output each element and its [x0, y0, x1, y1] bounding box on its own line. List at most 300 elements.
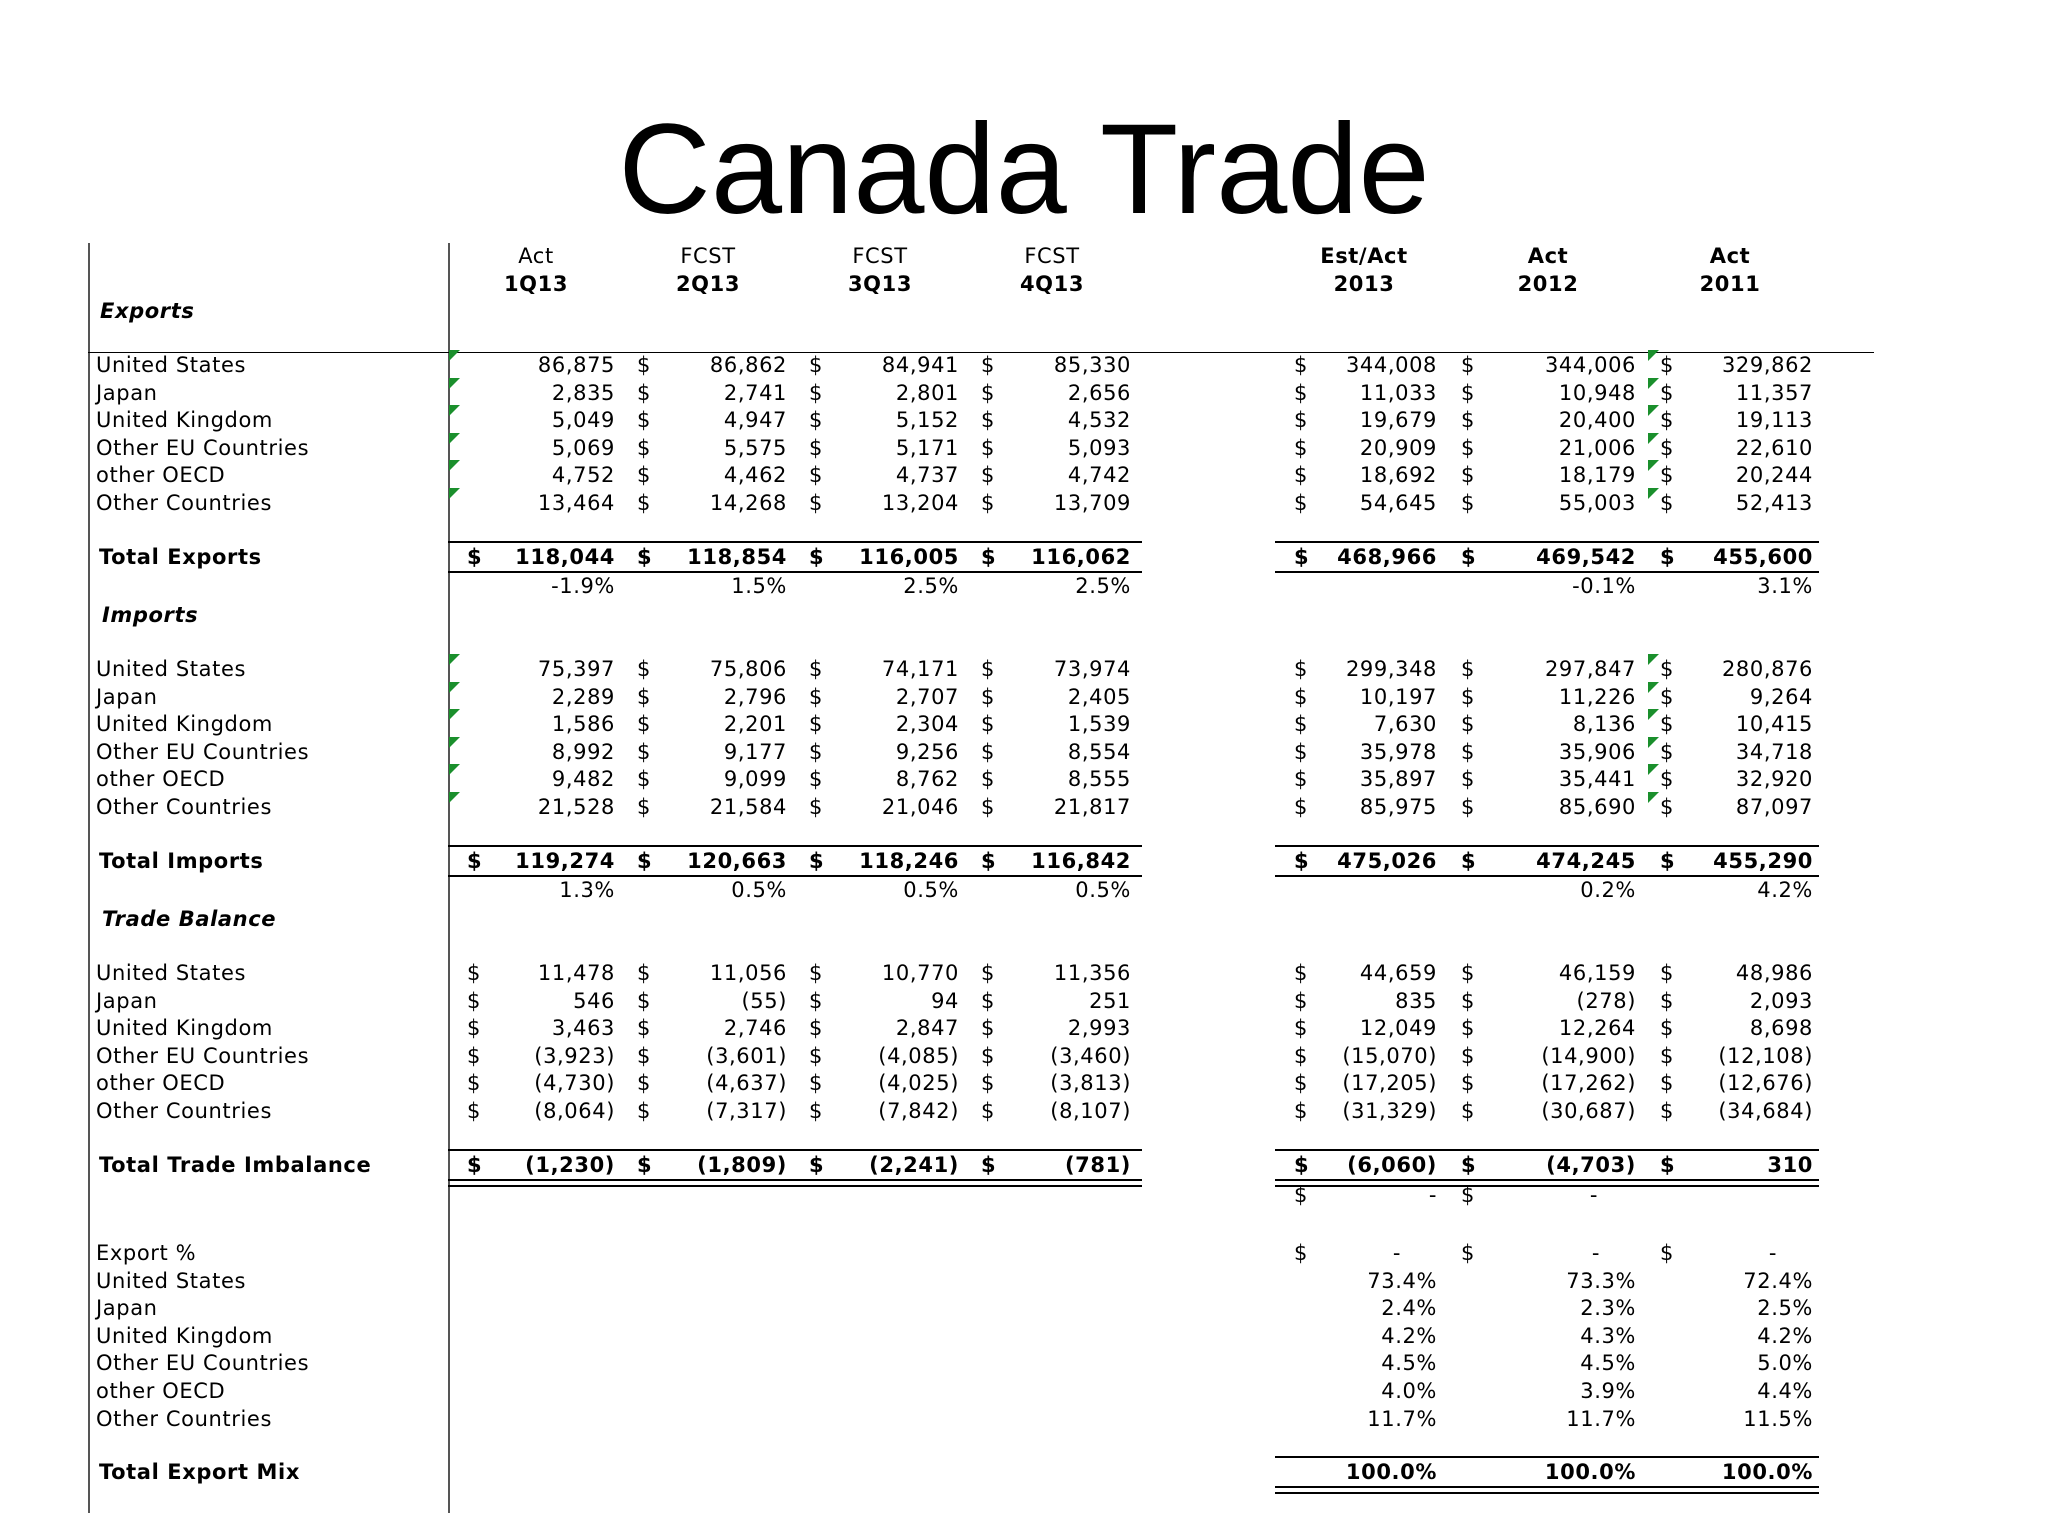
currency-symbol: $: [1294, 657, 1308, 681]
cell-value: 3,463: [551, 1016, 615, 1041]
column-header-period: 2012: [1517, 272, 1579, 296]
currency-symbol: $: [637, 408, 651, 433]
cell-value: 5,152: [895, 408, 959, 433]
column-header-top: Est/Act: [1320, 244, 1408, 268]
currency-symbol: $: [467, 961, 481, 985]
column-header-period: 2013: [1333, 272, 1395, 296]
currency-symbol: $: [1294, 1152, 1310, 1177]
column-header-top: FCST: [1024, 244, 1080, 268]
row-label: Other Countries: [96, 1406, 272, 1431]
cell-value: 86,875: [537, 353, 615, 377]
share-value: 2.3%: [1580, 1296, 1636, 1321]
currency-symbol: $: [637, 1016, 651, 1041]
cell-value: 251: [1089, 988, 1131, 1013]
currency-symbol: $: [1660, 1099, 1674, 1123]
cell-value: 4,742: [1067, 463, 1131, 488]
currency-symbol: $: [1461, 657, 1475, 681]
total-value: 469,542: [1536, 544, 1636, 569]
currency-symbol: $: [981, 988, 995, 1013]
currency-symbol: $: [809, 408, 823, 433]
cell-value: (12,676): [1718, 1071, 1813, 1096]
currency-symbol: $: [981, 739, 995, 764]
currency-symbol: $: [467, 1152, 483, 1177]
cell-value: -: [1768, 1241, 1777, 1265]
cell-value: (4,085): [878, 1043, 959, 1068]
currency-symbol: $: [467, 1016, 481, 1041]
currency-symbol: $: [981, 961, 995, 985]
cell-comment-marker: [449, 378, 460, 389]
cell-value: 280,876: [1721, 657, 1813, 681]
cell-value: 13,464: [537, 491, 615, 515]
currency-symbol: $: [637, 1071, 651, 1096]
share-value: 11.7%: [1566, 1406, 1636, 1431]
cell-comment-marker: [449, 792, 460, 803]
column-header-period: 3Q13: [847, 272, 913, 296]
cell-comment-marker: [449, 654, 460, 665]
currency-symbol: $: [1461, 1152, 1477, 1177]
cell-value: 8,992: [551, 739, 615, 764]
rule-line: [448, 1179, 1142, 1181]
cell-value: (3,601): [706, 1043, 787, 1068]
currency-symbol: $: [809, 435, 823, 460]
cell-value: 21,046: [881, 795, 959, 819]
cell-value: 8,554: [1067, 739, 1131, 764]
currency-symbol: $: [981, 544, 997, 569]
share-value: 4.5%: [1381, 1351, 1437, 1376]
currency-symbol: $: [1461, 463, 1475, 488]
cell-value: 75,397: [537, 657, 615, 681]
currency-symbol: $: [981, 380, 995, 405]
currency-symbol: $: [1294, 1182, 1308, 1207]
currency-symbol: $: [1660, 1152, 1676, 1177]
currency-symbol: $: [1461, 1043, 1475, 1068]
row-label: United Kingdom: [96, 1016, 273, 1041]
cell-value: 8,762: [895, 767, 959, 792]
currency-symbol: $: [637, 684, 651, 709]
currency-symbol: $: [1660, 1241, 1674, 1265]
currency-symbol: $: [637, 657, 651, 681]
rule-line: [448, 1185, 1142, 1187]
currency-symbol: $: [1660, 739, 1674, 764]
cell-value: 299,348: [1345, 657, 1437, 681]
currency-symbol: $: [1294, 848, 1310, 873]
currency-symbol: $: [1660, 1071, 1674, 1096]
total-value: (1,809): [697, 1152, 787, 1177]
cell-value: 10,197: [1359, 684, 1437, 709]
rule-line: [1275, 1149, 1819, 1151]
cell-value: (8,107): [1050, 1099, 1131, 1123]
rule-line: [1275, 541, 1819, 543]
cell-value: 85,330: [1053, 353, 1131, 377]
total-value: (4,703): [1546, 1152, 1636, 1177]
currency-symbol: $: [1660, 961, 1674, 985]
cell-value: 18,179: [1558, 463, 1636, 488]
cell-value: 11,478: [537, 961, 615, 985]
currency-symbol: $: [637, 435, 651, 460]
rule-line: [1275, 845, 1819, 847]
currency-symbol: $: [1294, 408, 1308, 433]
growth-rate: 3.1%: [1757, 573, 1813, 598]
currency-symbol: $: [1660, 657, 1674, 681]
rule-line: [448, 541, 1142, 543]
total-value: 100.0%: [1345, 1460, 1437, 1485]
total-value: 455,600: [1713, 544, 1813, 569]
currency-symbol: $: [1660, 1043, 1674, 1068]
growth-rate: 1.3%: [559, 877, 615, 902]
cell-value: 48,986: [1735, 961, 1813, 985]
currency-symbol: $: [1660, 491, 1674, 515]
currency-symbol: $: [981, 657, 995, 681]
share-value: 11.7%: [1367, 1406, 1437, 1431]
currency-symbol: $: [1294, 961, 1308, 985]
cell-value: (4,730): [534, 1071, 615, 1096]
currency-symbol: $: [1294, 544, 1310, 569]
cell-value: (14,900): [1541, 1043, 1636, 1068]
rule-line: [1275, 1456, 1819, 1458]
cell-value: 344,006: [1544, 353, 1636, 377]
currency-symbol: $: [1461, 353, 1475, 377]
column-divider: [88, 243, 90, 1513]
currency-symbol: $: [637, 1043, 651, 1068]
currency-symbol: $: [637, 739, 651, 764]
cell-value: (7,842): [878, 1099, 959, 1123]
column-header-top: FCST: [680, 244, 736, 268]
cell-value: 5,049: [551, 408, 615, 433]
currency-symbol: $: [1461, 739, 1475, 764]
section-title: Trade Balance: [102, 907, 277, 931]
cell-comment-marker: [449, 350, 460, 361]
total-value: 100.0%: [1721, 1460, 1813, 1485]
column-header-period: 4Q13: [1019, 272, 1085, 296]
cell-value: 546: [573, 988, 615, 1013]
currency-symbol: $: [1294, 1016, 1308, 1041]
rule-line: [1275, 1492, 1819, 1494]
currency-symbol: $: [1461, 1241, 1475, 1265]
cell-value: 2,201: [723, 712, 787, 737]
cell-comment-marker: [449, 709, 460, 720]
currency-symbol: $: [981, 1043, 995, 1068]
total-label: Total Export Mix: [99, 1460, 300, 1485]
currency-symbol: $: [981, 435, 995, 460]
currency-symbol: $: [1461, 1182, 1475, 1207]
total-value: 100.0%: [1544, 1460, 1636, 1485]
total-value: 118,044: [515, 544, 615, 569]
currency-symbol: $: [1660, 848, 1676, 873]
currency-symbol: $: [809, 988, 823, 1013]
cell-value: 9,099: [723, 767, 787, 792]
currency-symbol: $: [1461, 1099, 1475, 1123]
currency-symbol: $: [637, 491, 651, 515]
total-value: 116,842: [1031, 848, 1131, 873]
currency-symbol: $: [467, 848, 483, 873]
row-label: Other EU Countries: [96, 1043, 310, 1068]
cell-value: (7,317): [706, 1099, 787, 1123]
total-value: 468,966: [1337, 544, 1437, 569]
total-value: (781): [1064, 1152, 1131, 1177]
cell-value: 2,741: [723, 380, 787, 405]
cell-value: (17,262): [1541, 1071, 1636, 1096]
currency-symbol: $: [809, 1016, 823, 1041]
currency-symbol: $: [981, 712, 995, 737]
cell-comment-marker: [1648, 378, 1659, 389]
row-label: United States: [96, 657, 247, 681]
currency-symbol: $: [981, 1152, 997, 1177]
total-value: 474,245: [1536, 848, 1636, 873]
currency-symbol: $: [981, 353, 995, 377]
cell-value: 85,975: [1359, 795, 1437, 819]
dash-value: -: [1428, 1182, 1437, 1207]
currency-symbol: $: [1294, 463, 1308, 488]
growth-rate: 1.5%: [731, 573, 787, 598]
cell-value: 85,690: [1558, 795, 1636, 819]
cell-value: 2,289: [551, 684, 615, 709]
cell-value: 74,171: [881, 657, 959, 681]
row-label: United States: [96, 353, 247, 377]
rule-line: [1275, 1486, 1819, 1488]
rule-line: [448, 845, 1142, 847]
cell-value: (15,070): [1342, 1043, 1437, 1068]
cell-value: 2,796: [723, 684, 787, 709]
currency-symbol: $: [1660, 795, 1674, 819]
currency-symbol: $: [637, 353, 651, 377]
cell-value: (3,923): [534, 1043, 615, 1068]
growth-rate: 4.2%: [1757, 877, 1813, 902]
cell-value: 4,532: [1067, 408, 1131, 433]
cell-value: 835: [1395, 988, 1437, 1013]
share-value: 11.5%: [1743, 1406, 1813, 1431]
cell-value: 11,356: [1053, 961, 1131, 985]
cell-value: (4,025): [878, 1071, 959, 1096]
currency-symbol: $: [809, 657, 823, 681]
cell-value: (55): [741, 988, 787, 1013]
currency-symbol: $: [1461, 435, 1475, 460]
currency-symbol: $: [1461, 848, 1477, 873]
currency-symbol: $: [981, 1071, 995, 1096]
share-value: 72.4%: [1743, 1268, 1813, 1293]
total-label: Total Exports: [99, 544, 262, 569]
cell-comment-marker: [1648, 350, 1659, 361]
currency-symbol: $: [809, 795, 823, 819]
currency-symbol: $: [1294, 988, 1308, 1013]
currency-symbol: $: [1461, 380, 1475, 405]
growth-rate: -1.9%: [551, 573, 615, 598]
growth-rate: 0.2%: [1580, 877, 1636, 902]
currency-symbol: $: [1294, 1071, 1308, 1096]
currency-symbol: $: [809, 739, 823, 764]
share-value: 4.3%: [1580, 1323, 1636, 1348]
row-label: Other EU Countries: [96, 435, 310, 460]
column-header-top: Act: [518, 244, 554, 268]
cell-value: 52,413: [1735, 491, 1813, 515]
row-label: Other EU Countries: [96, 1351, 310, 1376]
page-title: Canada Trade: [618, 98, 1430, 241]
currency-symbol: $: [809, 1152, 825, 1177]
currency-symbol: $: [1294, 1241, 1308, 1265]
cell-value: (17,205): [1342, 1071, 1437, 1096]
cell-value: 11,357: [1735, 380, 1813, 405]
cell-value: 5,171: [895, 435, 959, 460]
currency-symbol: $: [1294, 491, 1308, 515]
currency-symbol: $: [1461, 712, 1475, 737]
total-value: (6,060): [1347, 1152, 1437, 1177]
cell-value: 2,847: [895, 1016, 959, 1041]
column-header-period: 2Q13: [675, 272, 741, 296]
currency-symbol: $: [981, 767, 995, 792]
cell-value: 13,709: [1053, 491, 1131, 515]
currency-symbol: $: [637, 767, 651, 792]
currency-symbol: $: [809, 961, 823, 985]
cell-value: 2,656: [1067, 380, 1131, 405]
cell-value: 12,049: [1359, 1016, 1437, 1041]
row-label: Other EU Countries: [96, 739, 310, 764]
row-label: Japan: [96, 1296, 158, 1321]
column-header-top: Act: [1709, 244, 1751, 268]
cell-value: 8,555: [1067, 767, 1131, 792]
share-value: 3.9%: [1580, 1379, 1636, 1403]
cell-value: 21,528: [537, 795, 615, 819]
cell-value: 46,159: [1558, 961, 1636, 985]
currency-symbol: $: [1294, 739, 1308, 764]
cell-value: 8,136: [1572, 712, 1636, 737]
cell-value: 344,008: [1345, 353, 1437, 377]
currency-symbol: $: [467, 544, 483, 569]
rule-line: [448, 1149, 1142, 1151]
cell-value: -: [1591, 1241, 1600, 1265]
growth-rate: 0.5%: [731, 877, 787, 902]
total-value: 310: [1767, 1152, 1813, 1177]
currency-symbol: $: [1660, 380, 1674, 405]
share-value: 4.0%: [1381, 1379, 1437, 1403]
row-label: Japan: [96, 988, 158, 1013]
cell-comment-marker: [1648, 709, 1659, 720]
share-value: 2.4%: [1381, 1296, 1437, 1321]
cell-value: 21,584: [709, 795, 787, 819]
cell-comment-marker: [449, 460, 460, 471]
cell-value: 13,204: [881, 491, 959, 515]
cell-value: 2,835: [551, 380, 615, 405]
currency-symbol: $: [809, 1071, 823, 1096]
cell-value: 21,006: [1558, 435, 1636, 460]
cell-value: 9,177: [723, 739, 787, 764]
currency-symbol: $: [981, 684, 995, 709]
cell-value: 20,909: [1359, 435, 1437, 460]
cell-value: (3,460): [1050, 1043, 1131, 1068]
cell-value: 1,539: [1067, 712, 1131, 737]
total-value: 119,274: [515, 848, 615, 873]
currency-symbol: $: [981, 463, 995, 488]
currency-symbol: $: [1294, 435, 1308, 460]
currency-symbol: $: [1461, 961, 1475, 985]
currency-symbol: $: [981, 848, 997, 873]
cell-value: (8,064): [534, 1099, 615, 1123]
currency-symbol: $: [1461, 408, 1475, 433]
cell-value: 20,244: [1735, 463, 1813, 488]
cell-value: 9,482: [551, 767, 615, 792]
cell-comment-marker: [449, 488, 460, 499]
cell-value: 2,707: [895, 684, 959, 709]
currency-symbol: $: [809, 848, 825, 873]
cell-value: 35,441: [1558, 767, 1636, 792]
growth-rate: 0.5%: [903, 877, 959, 902]
currency-symbol: $: [637, 463, 651, 488]
row-label: United Kingdom: [96, 1323, 273, 1348]
cell-value: 10,948: [1558, 380, 1636, 405]
cell-value: 20,400: [1558, 408, 1636, 433]
currency-symbol: $: [637, 380, 651, 405]
cell-value: (30,687): [1541, 1099, 1636, 1123]
row-label: United States: [96, 961, 247, 985]
currency-symbol: $: [809, 1099, 823, 1123]
currency-symbol: $: [467, 1071, 481, 1096]
cell-comment-marker: [449, 737, 460, 748]
currency-symbol: $: [1461, 988, 1475, 1013]
cell-value: 19,113: [1735, 408, 1813, 433]
currency-symbol: $: [1294, 380, 1308, 405]
cell-value: 73,974: [1053, 657, 1131, 681]
growth-rate: 2.5%: [903, 573, 959, 598]
cell-comment-marker: [1648, 682, 1659, 693]
cell-value: 12,264: [1558, 1016, 1636, 1041]
total-value: 455,290: [1713, 848, 1813, 873]
total-label: Total Imports: [99, 848, 264, 873]
dash-value: -: [1589, 1182, 1598, 1207]
currency-symbol: $: [1660, 463, 1674, 488]
currency-symbol: $: [1294, 767, 1308, 792]
cell-value: 22,610: [1735, 435, 1813, 460]
cell-value: (3,813): [1050, 1071, 1131, 1096]
cell-value: 2,304: [895, 712, 959, 737]
currency-symbol: $: [981, 1099, 995, 1123]
share-value: 4.2%: [1757, 1323, 1813, 1348]
cell-value: 10,415: [1735, 712, 1813, 737]
cell-comment-marker: [449, 405, 460, 416]
row-label: Other Countries: [96, 1099, 272, 1123]
currency-symbol: $: [1660, 353, 1674, 377]
total-value: 475,026: [1337, 848, 1437, 873]
currency-symbol: $: [1461, 767, 1475, 792]
currency-symbol: $: [637, 1099, 651, 1123]
currency-symbol: $: [1660, 988, 1674, 1013]
cell-value: 1,586: [551, 712, 615, 737]
currency-symbol: $: [1660, 684, 1674, 709]
growth-rate: -0.1%: [1572, 573, 1636, 598]
cell-comment-marker: [449, 433, 460, 444]
cell-comment-marker: [449, 764, 460, 775]
share-value: 4.4%: [1757, 1379, 1813, 1403]
cell-comment-marker: [449, 682, 460, 693]
cell-value: 35,978: [1359, 739, 1437, 764]
currency-symbol: $: [637, 795, 651, 819]
total-value: 120,663: [687, 848, 787, 873]
currency-symbol: $: [1461, 544, 1477, 569]
cell-value: 11,226: [1558, 684, 1636, 709]
currency-symbol: $: [637, 1152, 653, 1177]
column-header-top: Act: [1527, 244, 1569, 268]
section-title: Imports: [102, 603, 199, 627]
row-label: United States: [96, 1268, 247, 1293]
row-label: other OECD: [96, 463, 226, 488]
currency-symbol: $: [1461, 684, 1475, 709]
cell-value: 7,630: [1373, 712, 1437, 737]
currency-symbol: $: [1294, 1043, 1308, 1068]
cell-value: 9,256: [895, 739, 959, 764]
row-label: Japan: [96, 380, 158, 405]
currency-symbol: $: [1461, 795, 1475, 819]
currency-symbol: $: [637, 961, 651, 985]
cell-value: (31,329): [1342, 1099, 1437, 1123]
column-header-top: FCST: [852, 244, 908, 268]
cell-value: 9,264: [1749, 684, 1813, 709]
